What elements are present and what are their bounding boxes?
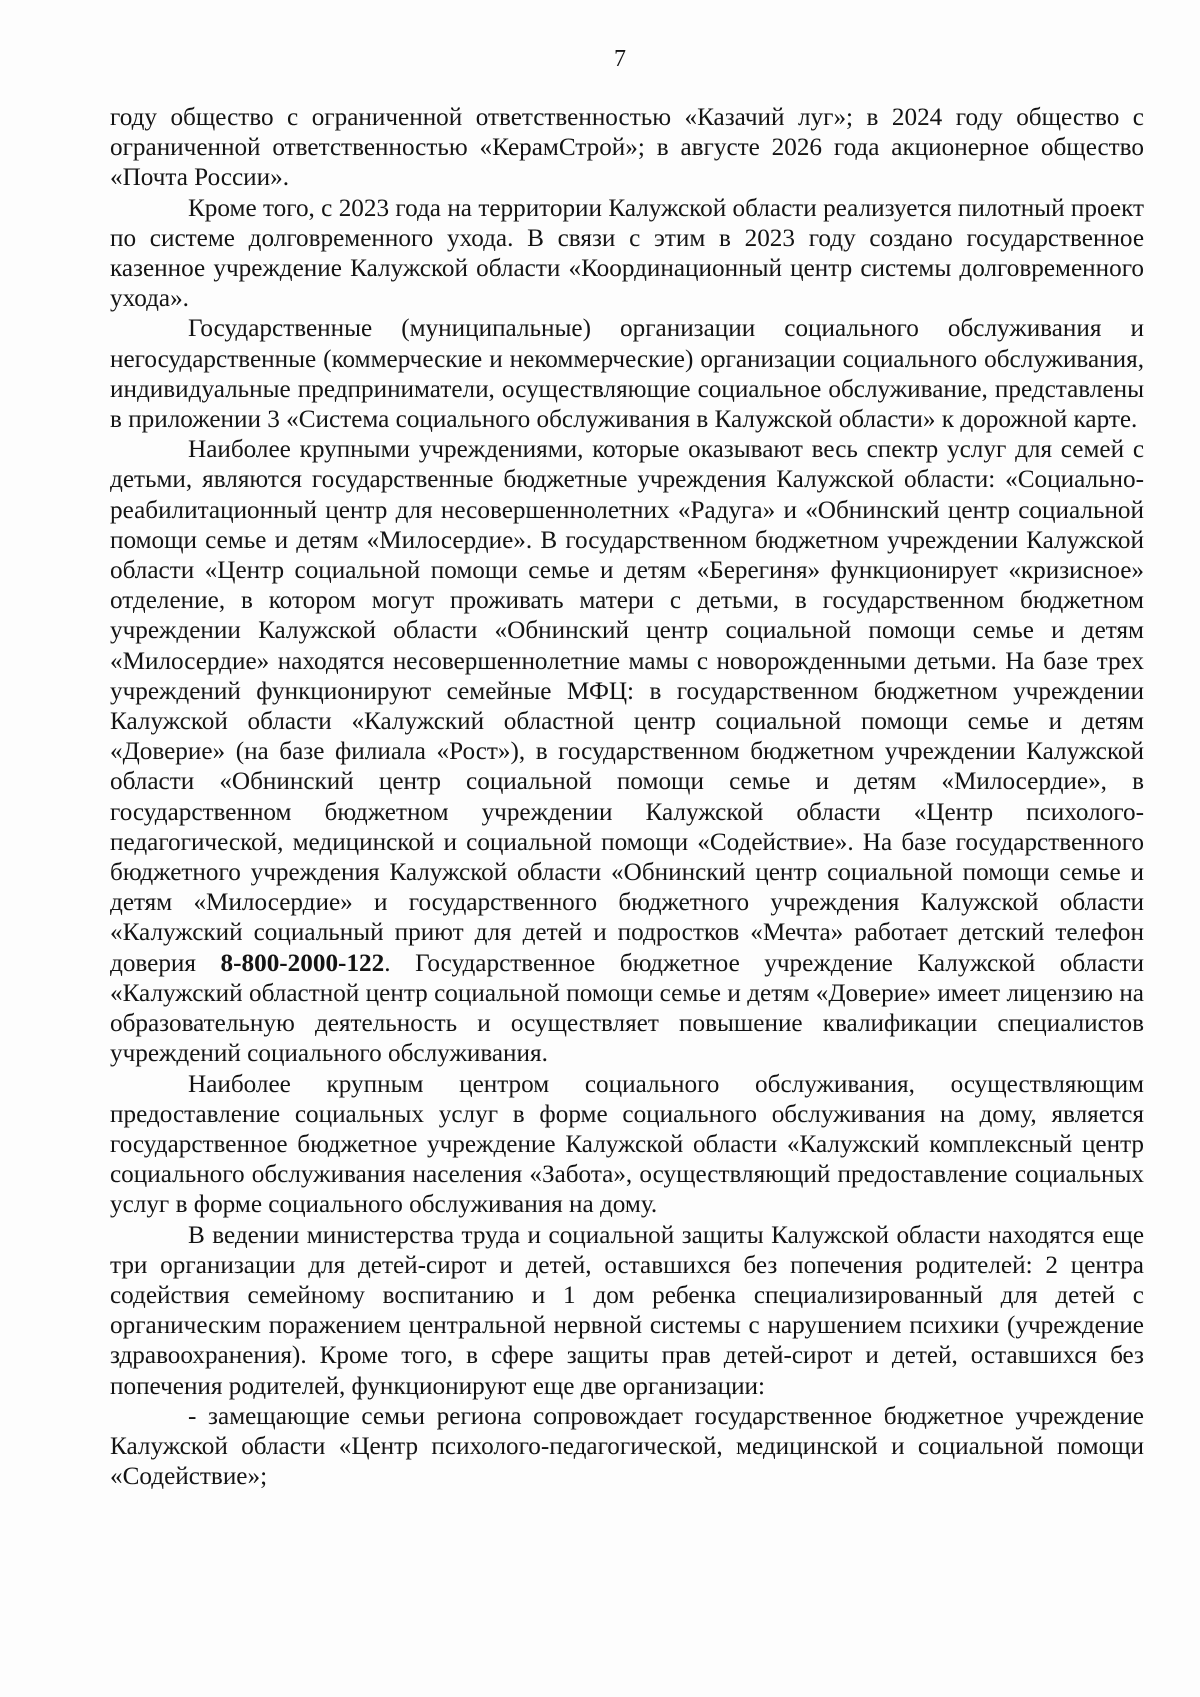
paragraph-family-services-text: Наиболее крупными учреждениями, которые оказывают весь спектр услуг для семей с детьми, являются государственные бюджетные учреждения Калужской области: «Социально-реабилитационный центр для несовершеннолетних «Радуга» и «Обнинский центр социальной помощи семье и детям «Милосердие». В государственном бюджетном учреждении Калужской области «Центр социальной помощи семье и детям «Берегиня» функционирует «кризисное» отделение, в котором могут проживать матери с детьми, в государственном бюджетном учреждении Калужской области «Обнинский центр социальной помощи семье и детям «Милосердие» находятся несовершеннолетние мамы с новорожденными детьми. На базе трех учреждений функционируют семейные МФЦ: в государственном бюджетном учреждении Калужской области «Калужский областной центр социальной помощи семье и детям «Доверие» (на базе филиала «Рост»), в государственном бюджетном учреждении Калужской области «Обнинский центр социальной помощи семье и детям «Милосердие», в государственном бюджетном учреждении Калужской области «Центр психолого-педагогической, медицинской и социальной помощи «Содействие». На базе государственного бюджетного учреждения Калужской области «Обнинский центр социальной помощи семье и детям «Милосердие» и государственного бюджетного учреждения Калужской области «Калужский социальный приют для детей и подростков «Мечта» работает детский телефон доверия [110, 436, 1144, 977]
list-item-foster-support: - замещающие семьи региона сопровождает государственное бюджетное учреждение Калужской области «Центр психолого-педагогической, медицинской и социальной помощи «Содействие»; [110, 1402, 1144, 1491]
paragraph-family-services-text-end: . Государственное бюджетное учреждение Калужской области «Калужский областной центр социальной помощи семье и детям «Доверие» имеет лицензию на образовательную деятельность и осуществляет повышение квалификации специалистов учреждений социального обслуживания. [110, 949, 1144, 1068]
paragraph-social-service-organizations: Государственные (муниципальные) организации социального обслуживания и негосударственные (коммерческие и некоммерческие) организации социального обслуживания, индивидуальные предприниматели, осуществляющие социальное обслуживание, представлены в приложении 3 «Система социального обслуживания в Калужской области» к дорожной карте. [110, 315, 1144, 434]
paragraph-long-term-care: Кроме того, с 2023 года на территории Калужской области реализуется пилотный проект по системе долговременного ухода. В связи с этим в 2023 году создано государственное казенное учреждение Калужской области «Координационный центр системы долговременного ухода». [110, 194, 1144, 313]
paragraph-family-services [110, 435, 1144, 1069]
paragraph-orphan-organizations: В ведении министерства труда и социальной защиты Калужской области находятся еще три организации для детей-сирот и детей, оставшихся без попечения родителей: 2 центра содействия семейному воспитанию и 1 дом ребенка специализированный для детей с органическим поражением центральной нервной системы с нарушением психики (учреждение здравоохранения). Кроме того, в сфере защиты прав детей-сирот и детей, оставшихся без попечения родителей, функционируют еще две организации: [110, 1221, 1144, 1400]
paragraph-home-care-center: Наиболее крупным центром социального обслуживания, осуществляющим предоставление социальных услуг в форме социального обслуживания на дому, является государственное бюджетное учреждение Калужской области «Калужский комплексный центр социального обслуживания населения «Забота», осуществляющий предоставление социальных услуг в форме социального обслуживания на дому. [110, 1070, 1144, 1219]
document-body [110, 103, 1144, 1492]
paragraph-continuation: году общество с ограниченной ответственностью «Казачий луг»; в 2024 году общество с ограниченной ответственностью «КерамСтрой»; в августе 2026 года акционерное общество «Почта России». [110, 104, 1144, 192]
helpline-phone: 8-800-2000-122 [220, 949, 385, 977]
page-number: 7 [614, 46, 626, 72]
